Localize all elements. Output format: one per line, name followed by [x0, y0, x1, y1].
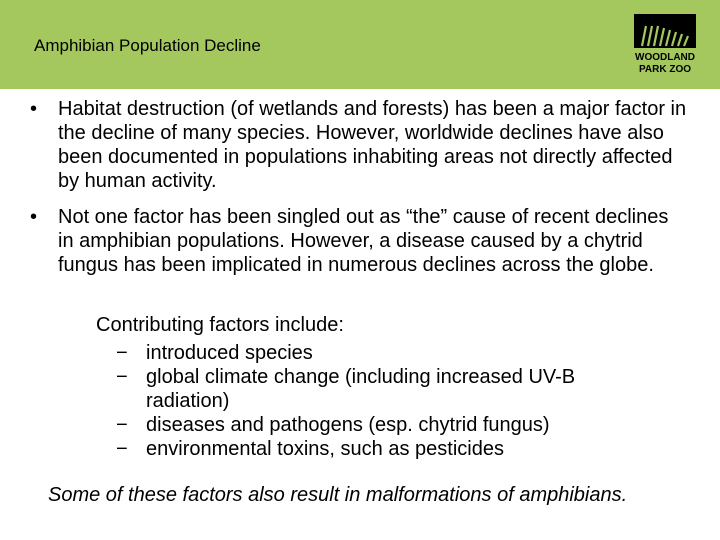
bullet-text-2: Not one factor has been singled out as “the” cause of recent declines in amphibian populations. However, a disease caused by a chytrid fungus has been implicated in numerous declines across the globe. [58, 206, 669, 276]
header-bar [0, 0, 720, 89]
dash-marker: − [116, 342, 128, 364]
closing-note: Some of these factors also result in malformations of amphibians. [48, 484, 628, 506]
bullet-marker-2: • [30, 206, 38, 228]
logo-line1: WOODLAND [635, 52, 695, 63]
list-item [116, 365, 636, 413]
list-item [116, 437, 636, 461]
logo-line2: PARK ZOO [638, 64, 692, 75]
dash-marker: − [116, 438, 128, 460]
dash-marker: − [116, 414, 128, 436]
list-item [116, 341, 636, 365]
list-item-text: introduced species [146, 342, 313, 364]
list-item [116, 413, 636, 437]
contributing-factors-heading: Contributing factors include: [96, 314, 344, 336]
slide-title: Amphibian Population Decline [34, 36, 261, 55]
bullet-marker-1: • [30, 98, 38, 120]
list-item-text: global climate change (including increased UV-B radiation) [146, 366, 576, 412]
dash-marker: − [116, 366, 128, 388]
bullet-text-1: Habitat destruction (of wetlands and forests) has been a major factor in the decline of many species. However, worldwide declines have also been documented in populations inhabiting areas not directly affected by human activity. [58, 98, 687, 192]
list-item-text: diseases and pathogens (esp. chytrid fungus) [146, 414, 550, 436]
list-item-text: environmental toxins, such as pesticides [146, 438, 504, 460]
woodland-park-zoo-logo-icon [634, 14, 696, 76]
contributing-factors-list [116, 341, 636, 461]
